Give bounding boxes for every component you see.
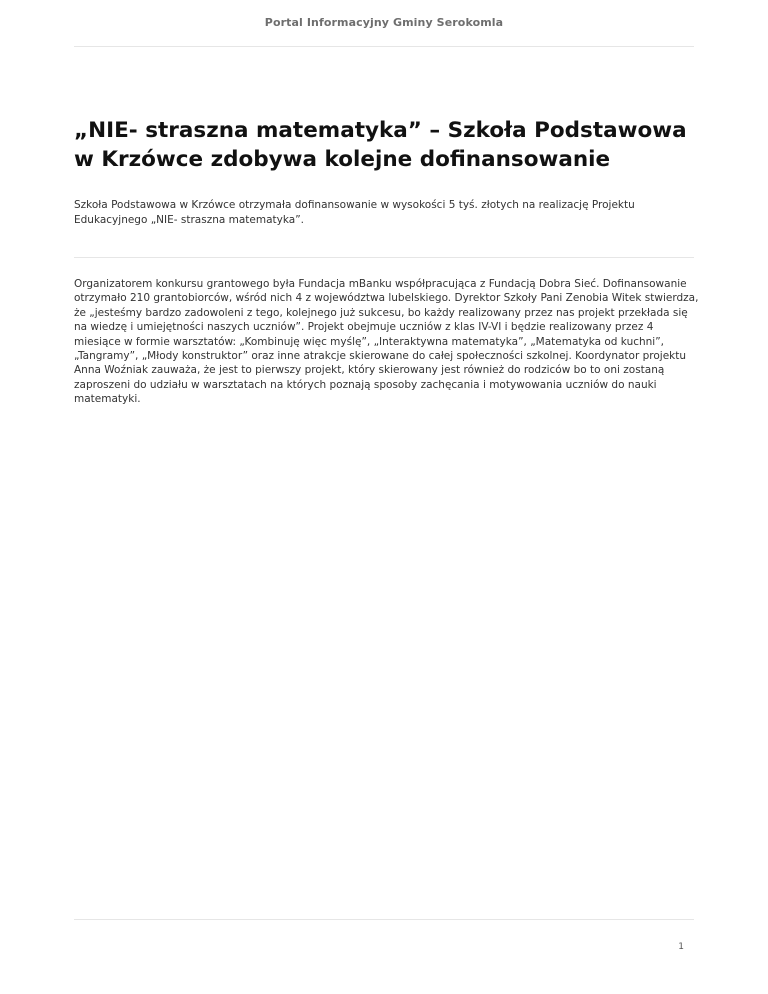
site-title[interactable]: Portal Informacyjny Gminy Serokomla <box>264 16 504 29</box>
article-lead: Szkoła Podstawowa w Krzówce otrzymała dofinansowanie w wysokości 5 tyś. złotych na realizację Projektu Edukacyjnego „NIE- straszna matematyka”. <box>74 199 635 226</box>
content-separator <box>74 257 694 258</box>
site-header <box>74 0 694 47</box>
article-title: „NIE- straszna matematyka” – Szkoła Podstawowa w Krzówce zdobywa kolejne dofinansowanie <box>74 118 687 172</box>
page-number: 1 <box>678 942 684 952</box>
article-body: Organizatorem konkursu grantowego była Fundacja mBanku współpracująca z Fundacją Dobra Sieć. Dofinansowanie otrzymało 210 grantobiorców, wśród nich 4 z województwa lubelskiego. Dyrektor Szkoły Pani Zenobia Witek stwierdza, że „jesteśmy bardzo zadowoleni z tego, kolejnego już sukcesu, bo każdy realizowany przez nas projekt przekłada się na wiedzę i umiejętności naszych uczniów”. Projekt obejmuje uczniów z klas IV-VI i będzie realizowany przez 4 miesiące w formie warsztatów: „Kombinuję więc myślę”, „Interaktywna matematyka”, „Matematyka od kuchni”, „Tangramy”, „Młody konstruktor” oraz inne atrakcje skierowane do całej społeczności szkolnej. Koordynator projektu Anna Woźniak zauważa, że jest to pierwszy projekt, który skierowany jest również do rodziców bo to oni zostaną zaproszeni do udziału w warsztatach na których poznają sposoby zachęcania i motywowania uczniów do nauki matematyki. <box>74 278 699 406</box>
page-footer <box>74 919 694 960</box>
